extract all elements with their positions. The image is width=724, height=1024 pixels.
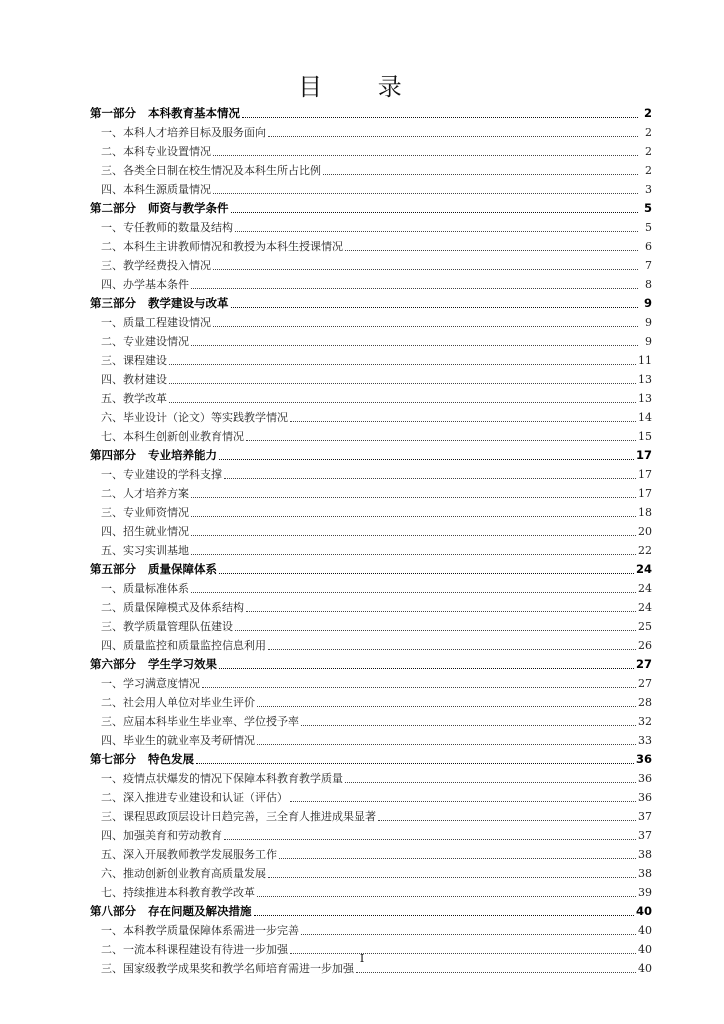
toc-page-number: 8 <box>645 278 652 291</box>
toc-section-label: 四、教材建设 <box>101 373 167 386</box>
toc-section-label: 一、本科人才培养目标及服务面向 <box>101 126 266 139</box>
toc-page-number: 2 <box>645 126 652 139</box>
toc-page-number: 2 <box>643 106 652 120</box>
toc-dot-leader <box>254 915 634 916</box>
toc-page-number: 17 <box>635 448 652 462</box>
toc-section-entry[interactable] <box>90 692 652 711</box>
toc-page-number: 11 <box>638 354 652 367</box>
toc-dot-leader <box>301 725 636 726</box>
toc-dot-leader <box>257 896 636 897</box>
toc-page-number: 17 <box>638 468 652 481</box>
toc-section-label: 二、质量保障模式及体系结构 <box>101 601 244 614</box>
toc-dot-leader <box>301 934 636 935</box>
toc-dot-leader <box>169 383 636 384</box>
toc-dot-leader <box>191 592 636 593</box>
toc-section-entry[interactable] <box>90 768 652 787</box>
toc-section-entry[interactable] <box>90 464 652 483</box>
toc-dot-leader <box>257 744 636 745</box>
toc-section-entry[interactable] <box>90 730 652 749</box>
toc-section-label: 三、各类全日制在校生情况及本科生所占比例 <box>101 164 321 177</box>
toc-dot-leader <box>345 782 636 783</box>
toc-page-number: 9 <box>645 335 652 348</box>
toc-page-number: 27 <box>635 657 652 671</box>
toc-dot-leader <box>235 630 636 631</box>
toc-part-label <box>90 447 217 464</box>
toc-section-label: 三、专业师资情况 <box>101 506 189 519</box>
toc-dot-leader <box>268 136 638 137</box>
toc-section-label: 一、质量工程建设情况 <box>101 316 211 329</box>
toc-page-number: 9 <box>645 316 652 329</box>
toc-part-entry[interactable] <box>90 654 652 673</box>
toc-section-label: 三、教学质量管理队伍建设 <box>101 620 233 633</box>
toc-part-number: 第六部分 <box>90 657 136 671</box>
toc-section-entry[interactable] <box>90 236 652 255</box>
toc-section-entry[interactable] <box>90 521 652 540</box>
toc-part-entry[interactable] <box>90 901 652 920</box>
toc-part-number: 第七部分 <box>90 752 136 766</box>
toc-dot-leader <box>268 877 636 878</box>
toc-section-label: 二、一流本科课程建设有待进一步加强 <box>101 943 288 956</box>
toc-section-entry[interactable] <box>90 540 652 559</box>
toc-section-label: 三、课程建设 <box>101 354 167 367</box>
toc-section-label: 二、深入推进专业建设和认证（评估） <box>101 791 288 804</box>
toc-dot-leader <box>191 288 638 289</box>
toc-dot-leader <box>345 250 638 251</box>
toc-part-entry[interactable] <box>90 445 652 464</box>
toc-dot-leader <box>231 212 639 213</box>
toc-section-entry[interactable] <box>90 141 652 160</box>
toc-dot-leader <box>202 687 636 688</box>
toc-section-entry[interactable] <box>90 882 652 901</box>
toc-dot-leader <box>213 155 638 156</box>
toc-section-label: 六、毕业设计（论文）等实践教学情况 <box>101 411 288 424</box>
toc-section-entry[interactable] <box>90 407 652 426</box>
toc-section-label: 一、专任教师的数量及结构 <box>101 221 233 234</box>
toc-page-number: 25 <box>638 620 652 633</box>
toc-page-number: 6 <box>645 240 652 253</box>
toc-dot-leader <box>235 231 638 232</box>
toc-dot-leader <box>231 307 639 308</box>
toc-page-number: 33 <box>638 734 652 747</box>
toc-page-number: 27 <box>638 677 652 690</box>
toc-dot-leader <box>191 516 636 517</box>
toc-dot-leader <box>290 801 636 802</box>
toc-dot-leader <box>169 402 636 403</box>
toc-part-label <box>90 295 229 312</box>
toc-part-entry[interactable] <box>90 559 652 578</box>
toc-page-number: 17 <box>638 487 652 500</box>
toc-part-number: 第四部分 <box>90 448 136 462</box>
toc-page-number: 40 <box>638 943 652 956</box>
toc-dot-leader <box>356 972 636 973</box>
toc-section-entry[interactable] <box>90 844 652 863</box>
toc-section-entry[interactable] <box>90 426 652 445</box>
toc-page-number: 40 <box>638 962 652 975</box>
toc-dot-leader <box>224 839 636 840</box>
toc-part-label <box>90 751 194 768</box>
toc-part-label <box>90 105 240 122</box>
toc-section-label: 二、本科生主讲教师情况和教授为本科生授课情况 <box>101 240 343 253</box>
toc-section-label: 一、本科教学质量保障体系需进一步完善 <box>101 924 299 937</box>
toc-part-title: 本科教育基本情况 <box>148 106 240 120</box>
toc-dot-leader <box>219 668 634 669</box>
toc-part-title: 质量保障体系 <box>148 562 217 576</box>
toc-section-entry[interactable] <box>90 217 652 236</box>
toc-section-entry[interactable] <box>90 578 652 597</box>
toc-page-number: 37 <box>638 829 652 842</box>
toc-dot-leader <box>213 269 638 270</box>
toc-part-title: 专业培养能力 <box>148 448 217 462</box>
toc-page-number: 5 <box>645 221 652 234</box>
toc-section-entry[interactable] <box>90 388 652 407</box>
toc-page-number: 3 <box>645 183 652 196</box>
toc-part-label <box>90 903 252 920</box>
toc-page-number: 39 <box>638 886 652 899</box>
toc-dot-leader <box>279 858 636 859</box>
toc-section-label: 四、本科生源质量情况 <box>101 183 211 196</box>
toc-section-label: 七、本科生创新创业教育情况 <box>101 430 244 443</box>
toc-section-entry[interactable] <box>90 673 652 692</box>
toc-section-label: 四、办学基本条件 <box>101 278 189 291</box>
toc-dot-leader <box>323 174 638 175</box>
toc-page-number: 24 <box>638 601 652 614</box>
toc-section-label: 六、推动创新创业教育高质量发展 <box>101 867 266 880</box>
toc-dot-leader <box>169 364 636 365</box>
toc-page-number: 15 <box>638 430 652 443</box>
toc-section-entry[interactable] <box>90 502 652 521</box>
toc-section-entry[interactable] <box>90 160 652 179</box>
toc-section-label: 二、本科专业设置情况 <box>101 145 211 158</box>
toc-dot-leader <box>191 497 636 498</box>
toc-page-number: 18 <box>638 506 652 519</box>
toc-page-number: 26 <box>638 639 652 652</box>
toc-section-label: 一、专业建设的学科支撑 <box>101 468 222 481</box>
toc-section-label: 三、应届本科毕业生毕业率、学位授予率 <box>101 715 299 728</box>
toc-section-label: 二、人才培养方案 <box>101 487 189 500</box>
toc-page-number: 40 <box>635 904 652 918</box>
toc-section-entry[interactable] <box>90 787 652 806</box>
toc-section-entry[interactable] <box>90 122 652 141</box>
toc-section-entry[interactable] <box>90 312 652 331</box>
toc-page-number: 20 <box>638 525 652 538</box>
toc-page-number: 36 <box>638 772 652 785</box>
toc-page-number: 36 <box>638 791 652 804</box>
toc-part-title: 特色发展 <box>148 752 194 766</box>
toc-section-label: 一、质量标准体系 <box>101 582 189 595</box>
toc-page-number: 7 <box>645 259 652 272</box>
toc-dot-leader <box>213 193 638 194</box>
toc-section-label: 五、教学改革 <box>101 392 167 405</box>
toc-part-label <box>90 561 217 578</box>
toc-page-number: 13 <box>638 392 652 405</box>
toc-section-entry[interactable] <box>90 331 652 350</box>
toc-section-entry[interactable] <box>90 274 652 293</box>
toc-section-entry[interactable] <box>90 369 652 388</box>
toc-part-entry[interactable] <box>90 103 652 122</box>
toc-part-number: 第一部分 <box>90 106 136 120</box>
toc-page-number: 14 <box>638 411 652 424</box>
toc-section-entry[interactable] <box>90 597 652 616</box>
toc-page-number: 38 <box>638 848 652 861</box>
table-of-contents <box>90 103 652 977</box>
toc-dot-leader <box>268 649 636 650</box>
toc-dot-leader <box>246 611 636 612</box>
toc-section-label: 五、深入开展教师教学发展服务工作 <box>101 848 277 861</box>
toc-section-entry[interactable] <box>90 179 652 198</box>
toc-section-entry[interactable] <box>90 635 652 654</box>
toc-page-number: 36 <box>635 752 652 766</box>
page-title: 目 录 <box>298 73 426 101</box>
toc-section-label: 四、毕业生的就业率及考研情况 <box>101 734 255 747</box>
toc-page-number: 9 <box>643 296 652 310</box>
toc-part-entry[interactable] <box>90 198 652 217</box>
toc-page-number: 40 <box>638 924 652 937</box>
toc-section-label: 五、实习实训基地 <box>101 544 189 557</box>
toc-part-label <box>90 656 217 673</box>
toc-part-number: 第五部分 <box>90 562 136 576</box>
toc-part-title: 存在问题及解决措施 <box>148 904 252 918</box>
toc-page-number: 5 <box>643 201 652 215</box>
toc-section-label: 四、招生就业情况 <box>101 525 189 538</box>
toc-section-label: 三、国家级教学成果奖和教学名师培育需进一步加强 <box>101 962 354 975</box>
toc-page-number: 24 <box>638 582 652 595</box>
toc-page-number: 13 <box>638 373 652 386</box>
toc-dot-leader <box>191 535 636 536</box>
toc-section-entry[interactable] <box>90 825 652 844</box>
toc-section-label: 四、加强美育和劳动教育 <box>101 829 222 842</box>
toc-dot-leader <box>378 820 636 821</box>
toc-section-entry[interactable] <box>90 350 652 369</box>
toc-section-entry[interactable] <box>90 806 652 825</box>
toc-part-entry[interactable] <box>90 293 652 312</box>
toc-section-label: 四、质量监控和质量监控信息利用 <box>101 639 266 652</box>
toc-section-entry[interactable] <box>90 483 652 502</box>
toc-part-title: 教学建设与改革 <box>148 296 229 310</box>
toc-section-entry[interactable] <box>90 255 652 274</box>
toc-section-label: 二、专业建设情况 <box>101 335 189 348</box>
toc-section-label: 二、社会用人单位对毕业生评价 <box>101 696 255 709</box>
toc-page-number: 38 <box>638 867 652 880</box>
toc-part-number: 第三部分 <box>90 296 136 310</box>
toc-dot-leader <box>246 440 636 441</box>
toc-section-label: 一、疫情点状爆发的情况下保障本科教育教学质量 <box>101 772 343 785</box>
toc-section-entry[interactable] <box>90 711 652 730</box>
toc-dot-leader <box>257 706 636 707</box>
toc-dot-leader <box>191 554 636 555</box>
toc-page-number: 28 <box>638 696 652 709</box>
toc-section-entry[interactable] <box>90 863 652 882</box>
toc-dot-leader <box>191 345 638 346</box>
toc-dot-leader <box>290 421 636 422</box>
toc-part-label <box>90 200 229 217</box>
toc-section-label: 三、教学经费投入情况 <box>101 259 211 272</box>
toc-dot-leader <box>219 459 634 460</box>
toc-part-title: 师资与教学条件 <box>148 201 229 215</box>
toc-part-title: 学生学习效果 <box>148 657 217 671</box>
toc-dot-leader <box>196 763 634 764</box>
toc-part-number: 第二部分 <box>90 201 136 215</box>
toc-dot-leader <box>224 478 636 479</box>
toc-page-number: 22 <box>638 544 652 557</box>
toc-section-label: 七、持续推进本科教育教学改革 <box>101 886 255 899</box>
toc-dot-leader <box>213 326 638 327</box>
toc-section-label: 三、课程思政顶层设计日趋完善，三全育人推进成果显著 <box>101 810 376 823</box>
toc-page-number: 2 <box>645 145 652 158</box>
toc-part-entry[interactable] <box>90 749 652 768</box>
toc-dot-leader <box>219 573 634 574</box>
toc-page-number: 32 <box>638 715 652 728</box>
toc-page-number: 2 <box>645 164 652 177</box>
toc-page-number: 24 <box>635 562 652 576</box>
footer-page-number: I <box>359 952 365 965</box>
toc-page-number: 37 <box>638 810 652 823</box>
toc-part-number: 第八部分 <box>90 904 136 918</box>
toc-section-entry[interactable] <box>90 616 652 635</box>
toc-dot-leader <box>242 117 638 118</box>
toc-section-entry[interactable] <box>90 920 652 939</box>
toc-section-label: 一、学习满意度情况 <box>101 677 200 690</box>
